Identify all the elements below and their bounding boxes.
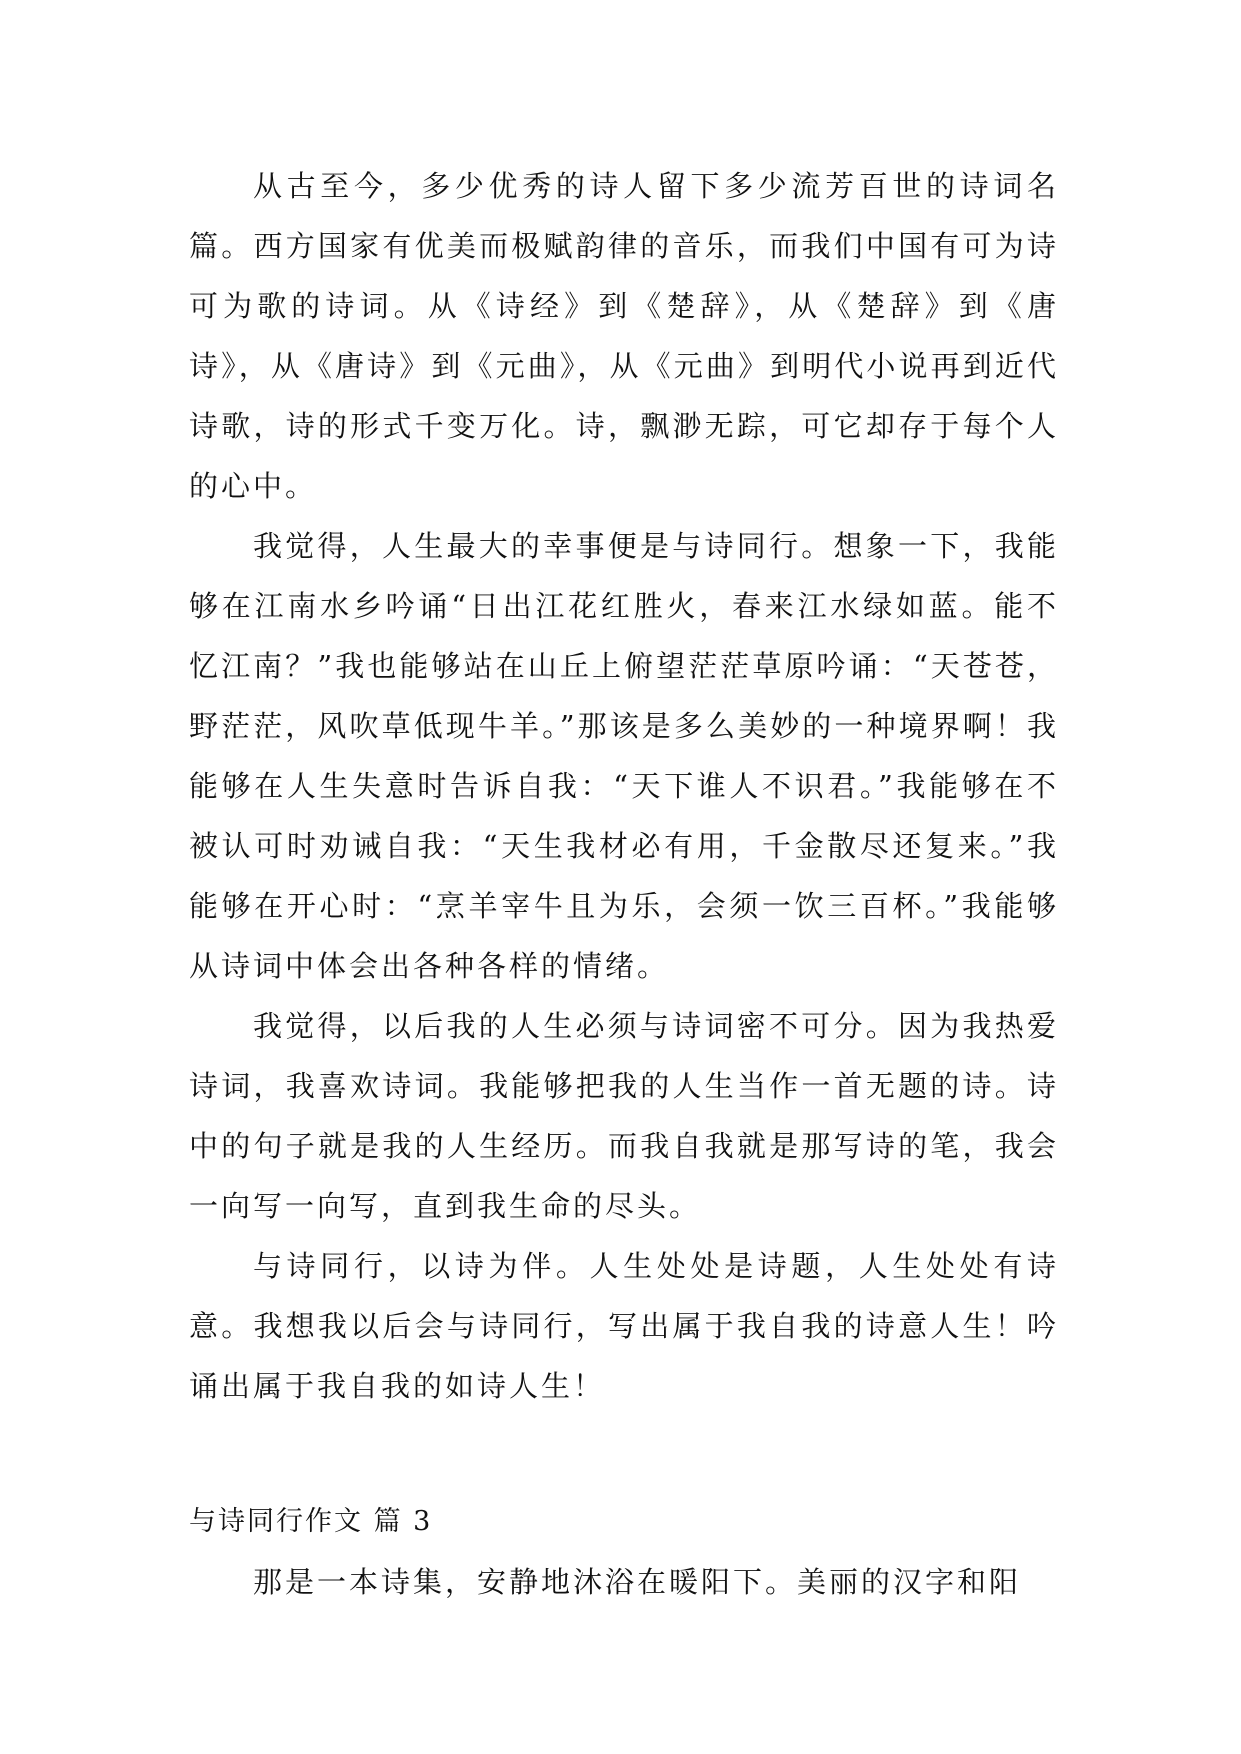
paragraph-4: 与诗同行，以诗为伴。人生处处是诗题，人生处处有诗意。我想我以后会与诗同行，写出属于我自我的诗意人生！吟诵出属于我自我的如诗人生！ (189, 1249, 1059, 1403)
paragraph-1: 从古至今，多少优秀的诗人留下多少流芳百世的诗词名篇。西方国家有优美而极赋韵律的音乐，而我们中国有可为诗可为歌的诗词。从《诗经》到《楚辞》，从《楚辞》到《唐诗》，从《唐诗》到《元曲》，从《元曲》到明代小说再到近代诗歌，诗的形式千变万化。诗，飘渺无踪，可它却存于每个人的心中。 (189, 169, 1059, 503)
document-body (189, 156, 1059, 1612)
section-heading: 与诗同行作文 篇 3 (189, 1506, 433, 1537)
paragraph-5: 那是一本诗集，安静地沐浴在暖阳下。美丽的汉字和阳 (253, 1565, 1022, 1599)
paragraph-3: 我觉得，以后我的人生必须与诗词密不可分。因为我热爱诗词，我喜欢诗词。我能够把我的人生当作一首无题的诗。诗中的句子就是我的人生经历。而我自我就是那写诗的笔，我会一向写一向写，直到我生命的尽头。 (189, 1009, 1059, 1223)
paragraph-2: 我觉得，人生最大的幸事便是与诗同行。想象一下，我能够在江南水乡吟诵“日出江花红胜火，春来江水绿如蓝。能不忆江南？”我也能够站在山丘上俯望茫茫草原吟诵：“天苍苍，野茫茫，风吹草低现牛羊。”那该是多么美妙的一种境界啊！我能够在人生失意时告诉自我：“天下谁人不识君。”我能够在不被认可时劝诫自我：“天生我材必有用，千金散尽还复来。”我能够在开心时：“烹羊宰牛且为乐，会须一饮三百杯。”我能够从诗词中体会出各种各样的情绪。 (189, 529, 1059, 983)
